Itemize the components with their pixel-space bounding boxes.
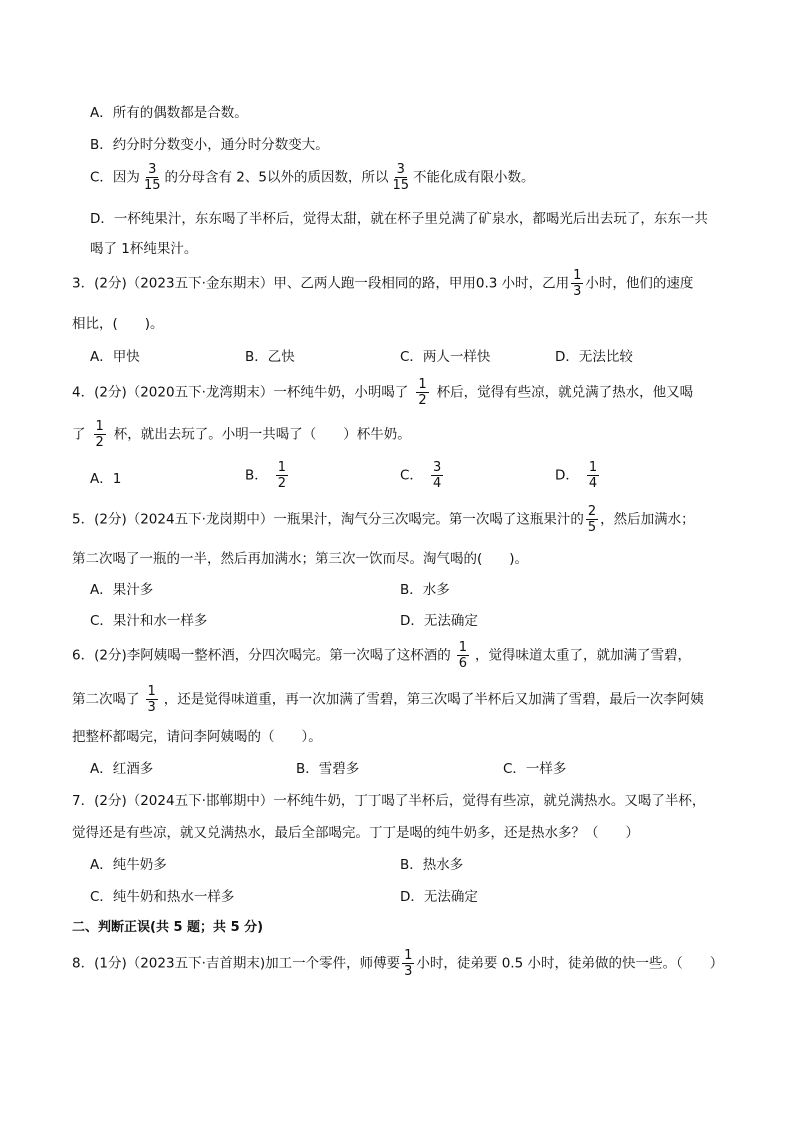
q7-stem-line1: 7．(2分)（2024五下·邯郸期中）一杯纯牛奶，丁丁喝了半杯后，觉得有些凉，就兑满热水。又喝了半杯， bbox=[72, 793, 706, 809]
q2-option-c: C．因为 $\frac{3}{15}$ 的分母含有 2、5以外的质因数，所以 $\frac{3}{15}$ 不能化成有限小数。 bbox=[90, 162, 535, 193]
q5-stem-line1: 5．(2分)（2024五下·龙岗期中）一瓶果汁，淘气分三次喝完。第一次喝了这瓶果汁的 $\frac{2}{5}$ ，然后加满水； bbox=[72, 504, 695, 535]
q3-option-c: C．两人一样快 bbox=[400, 349, 491, 365]
q3-stem-line1: 3．(2分)（2023五下·金东期末）甲、乙两人跑一段相同的路，甲用0.3 小时，乙用 $\frac{1}{3}$ 小时，他们的速度 bbox=[72, 268, 694, 299]
q6-stem-line2: 第二次喝了 $\frac{1}{3}$ ，还是觉得味道重，再一次加满了雪碧，第三次喝了半杯后又加满了雪碧，最后一次李阿姨 bbox=[72, 684, 704, 715]
fraction: $\frac{1}{3}$ bbox=[573, 268, 582, 299]
q3-option-b: B．乙快 bbox=[245, 349, 295, 365]
fraction: $\frac{3}{4}$ bbox=[432, 460, 442, 491]
q5-option-d: D．无法确定 bbox=[400, 613, 478, 629]
q2-option-b: B．约分时分数变小，通分时分数变大。 bbox=[90, 137, 329, 153]
q4-option-b: B． $\frac{1}{2}$ bbox=[245, 460, 287, 491]
fraction: $\frac{1}{2}$ bbox=[95, 419, 104, 450]
q6-option-a: A．红酒多 bbox=[90, 761, 154, 777]
q3-stem-line2: 相比，( )。 bbox=[72, 316, 164, 332]
q5-option-b: B．水多 bbox=[400, 582, 450, 598]
fraction: $\frac{2}{5}$ bbox=[587, 504, 597, 535]
q4-stem-line1: 4．(2分)（2020五下·龙湾期末）一杯纯牛奶，小明喝了 $\frac{1}{2}$ 杯后，觉得有些凉，就兑满了热水，他又喝 bbox=[72, 377, 694, 408]
fraction: $\frac{3}{15}$ bbox=[392, 162, 410, 193]
q7-option-c: C．纯牛奶和热水一样多 bbox=[90, 889, 235, 905]
q3-option-a: A．甲快 bbox=[90, 349, 140, 365]
q2-option-d-line1: D．一杯纯果汁，东东喝了半杯后，觉得太甜，就在杯子里兑满了矿泉水，都喝光后出去玩了，东东一共 bbox=[90, 211, 708, 227]
q4-option-d: D． $\frac{1}{4}$ bbox=[555, 460, 598, 491]
q5-stem-line2: 第二次喝了一瓶的一半，然后再加满水；第三次一饮而尽。淘气喝的( )。 bbox=[72, 551, 529, 567]
q2-option-a: A．所有的偶数都是合数。 bbox=[90, 105, 248, 121]
q5-option-c: C．果汁和水一样多 bbox=[90, 613, 208, 629]
section-heading: 二、判断正误(共 5 题；共 5 分) bbox=[72, 920, 264, 935]
q6-option-b: B．雪碧多 bbox=[296, 761, 360, 777]
q6-stem-line1: 6．(2分)李阿姨喝一整杯酒，分四次喝完。第一次喝了这杯酒的 $\frac{1}{6}$ ，觉得味道太重了，就加满了雪碧， bbox=[72, 640, 691, 671]
fraction: $\frac{1}{3}$ bbox=[147, 684, 156, 715]
q8-stem: 8．(1分)（2023五下·吉首期末)加工一个零件，师傅要 $\frac{1}{3}$ 小时，徒弟要 0.5 小时，徒弟做的快一些。（ ） bbox=[72, 948, 724, 979]
fraction: $\frac{1}{2}$ bbox=[277, 460, 287, 491]
q3-option-d: D．无法比较 bbox=[555, 349, 633, 365]
fraction: $\frac{1}{3}$ bbox=[404, 948, 413, 979]
q7-option-a: A．纯牛奶多 bbox=[90, 857, 167, 873]
fraction: $\frac{1}{4}$ bbox=[588, 460, 598, 491]
q4-option-a: A．1 bbox=[90, 471, 122, 487]
fraction: $\frac{1}{6}$ bbox=[458, 640, 467, 671]
q7-stem-line2: 觉得还是有些凉，就又兑满热水，最后全部喝完。丁丁是喝的纯牛奶多，还是热水多？（ ） bbox=[72, 825, 639, 841]
q2-option-d-line2: 喝了 1杯纯果汁。 bbox=[90, 241, 198, 257]
fraction: $\frac{3}{15}$ bbox=[143, 162, 161, 193]
q7-option-d: D．无法确定 bbox=[400, 889, 478, 905]
q7-option-b: B．热水多 bbox=[400, 857, 464, 873]
q4-stem-line2: 了 $\frac{1}{2}$ 杯，就出去玩了。小明一共喝了（ ）杯牛奶。 bbox=[72, 419, 411, 450]
fraction: $\frac{1}{2}$ bbox=[418, 377, 427, 408]
q6-stem-line3: 把整杯都喝完，请问李阿姨喝的（ ）。 bbox=[72, 729, 322, 745]
q5-option-a: A．果汁多 bbox=[90, 582, 154, 598]
q6-option-c: C．一样多 bbox=[503, 761, 567, 777]
q4-option-c: C． $\frac{3}{4}$ bbox=[400, 460, 442, 491]
